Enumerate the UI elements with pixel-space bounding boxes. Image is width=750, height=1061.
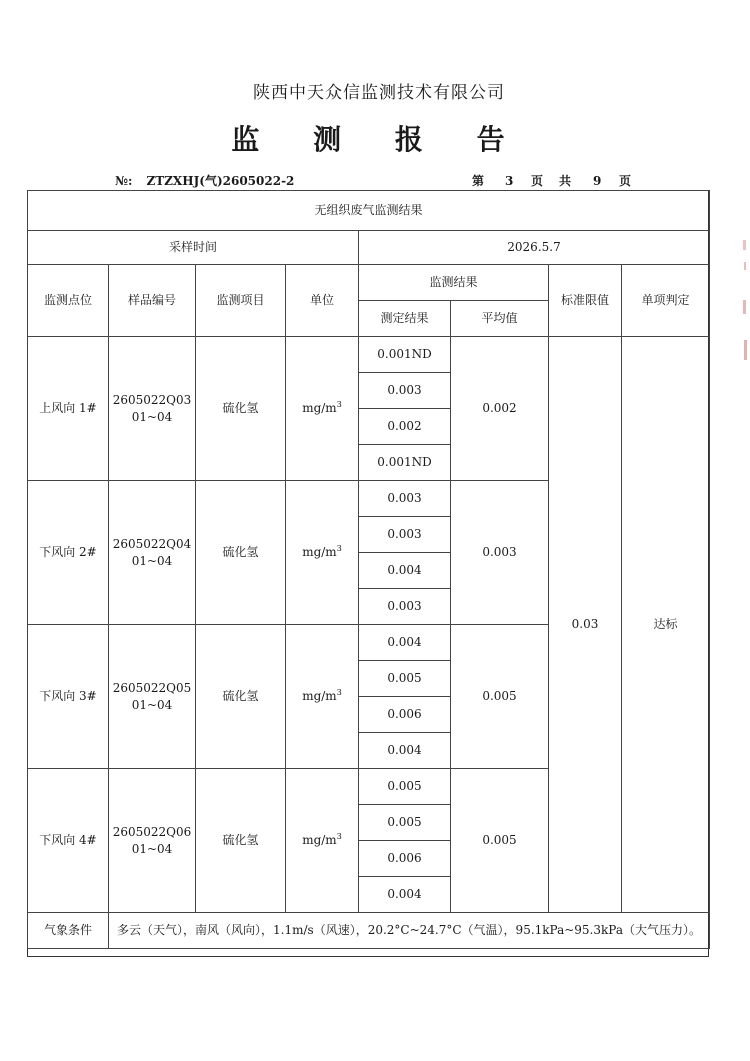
page-total-label: 共 — [559, 174, 572, 188]
sample-no-range: 01~04 — [131, 409, 173, 424]
measured-value: 0.005 — [359, 769, 451, 805]
point-cell: 下风向 3# — [28, 625, 109, 769]
report-number-value: ZTZXHJ(气)2605022-2 — [146, 174, 295, 188]
sample-no-cell — [109, 769, 196, 913]
measured-value: 0.004 — [359, 625, 451, 661]
sample-no-cell — [109, 337, 196, 481]
page-suffix: 页 — [619, 174, 632, 188]
sample-no-range: 01~04 — [131, 553, 173, 568]
header-point: 监测点位 — [28, 265, 109, 337]
measured-value: 0.004 — [359, 733, 451, 769]
header-sample-no: 样品编号 — [109, 265, 196, 337]
average-value: 0.005 — [451, 625, 549, 769]
point-cell: 下风向 4# — [28, 769, 109, 913]
measured-value: 0.004 — [359, 877, 451, 913]
unit-exponent: 3 — [336, 688, 342, 697]
item-cell: 硫化氢 — [196, 481, 286, 625]
header-unit: 单位 — [286, 265, 359, 337]
item-cell: 硫化氢 — [196, 337, 286, 481]
weather-row — [28, 913, 710, 949]
page-indicator — [472, 172, 631, 189]
weather-text: 多云（天气），南风（风向），1.1m/s（风速），20.2°C~24.7°C（气温），95.1kPa~95.3kPa（大气压力）。 — [109, 913, 710, 949]
measured-value: 0.005 — [359, 661, 451, 697]
judgement-value: 达标 — [622, 337, 710, 913]
header-result: 监测结果 — [359, 265, 549, 301]
unit-exponent: 3 — [336, 400, 342, 409]
page-current: 3 — [505, 174, 514, 188]
measured-value: 0.006 — [359, 841, 451, 877]
unit-base: mg/m — [302, 689, 337, 703]
sample-time-label: 采样时间 — [28, 231, 359, 265]
measured-value: 0.004 — [359, 553, 451, 589]
unit-cell — [286, 625, 359, 769]
measured-value: 0.006 — [359, 697, 451, 733]
header-judgement: 单项判定 — [622, 265, 710, 337]
point-cell: 下风向 2# — [28, 481, 109, 625]
unit-exponent: 3 — [336, 544, 342, 553]
unit-base: mg/m — [302, 401, 337, 415]
sample-time-row — [28, 231, 710, 265]
header-measured: 测定结果 — [359, 301, 451, 337]
sample-time-value: 2026.5.7 — [359, 231, 710, 265]
measured-value: 0.003 — [359, 517, 451, 553]
sample-no-range: 01~04 — [131, 841, 173, 856]
section-title: 无组织废气监测结果 — [28, 191, 710, 231]
sample-no-range: 01~04 — [131, 697, 173, 712]
edge-stain-mark — [741, 240, 749, 380]
item-cell: 硫化氢 — [196, 769, 286, 913]
page-total: 9 — [593, 174, 602, 188]
average-value: 0.002 — [451, 337, 549, 481]
measured-value: 0.003 — [359, 373, 451, 409]
measured-value: 0.005 — [359, 805, 451, 841]
sample-no-line: 2605022Q04 — [112, 536, 192, 551]
unit-base: mg/m — [302, 545, 337, 559]
header-row — [28, 265, 710, 301]
unit-base: mg/m — [302, 833, 337, 847]
report-number — [115, 172, 294, 189]
title-row — [28, 191, 710, 231]
weather-label: 气象条件 — [28, 913, 109, 949]
average-value: 0.003 — [451, 481, 549, 625]
sample-no-cell — [109, 625, 196, 769]
measured-value: 0.001ND — [359, 445, 451, 481]
unit-cell — [286, 337, 359, 481]
page-prefix: 第 — [472, 174, 485, 188]
item-cell: 硫化氢 — [196, 625, 286, 769]
measured-value: 0.001ND — [359, 337, 451, 373]
average-value: 0.005 — [451, 769, 549, 913]
page-mid: 页 — [531, 174, 544, 188]
report-title: 监 测 报 告 — [231, 123, 527, 156]
unit-exponent: 3 — [336, 832, 342, 841]
point-cell: 上风向 1# — [28, 337, 109, 481]
unit-cell — [286, 769, 359, 913]
sample-no-cell — [109, 481, 196, 625]
unit-cell — [286, 481, 359, 625]
sample-no-line: 2605022Q03 — [112, 392, 192, 407]
table-row — [28, 337, 710, 373]
measured-value: 0.002 — [359, 409, 451, 445]
sample-no-line: 2605022Q05 — [112, 680, 192, 695]
header-limit: 标准限值 — [549, 265, 622, 337]
header-item: 监测项目 — [196, 265, 286, 337]
measured-value: 0.003 — [359, 481, 451, 517]
company-name: 陕西中天众信监测技术有限公司 — [253, 83, 505, 103]
sample-no-line: 2605022Q06 — [112, 824, 192, 839]
header-average: 平均值 — [451, 301, 549, 337]
measured-value: 0.003 — [359, 589, 451, 625]
report-number-label: №: — [115, 174, 133, 188]
limit-value: 0.03 — [549, 337, 622, 913]
results-table — [27, 190, 710, 949]
